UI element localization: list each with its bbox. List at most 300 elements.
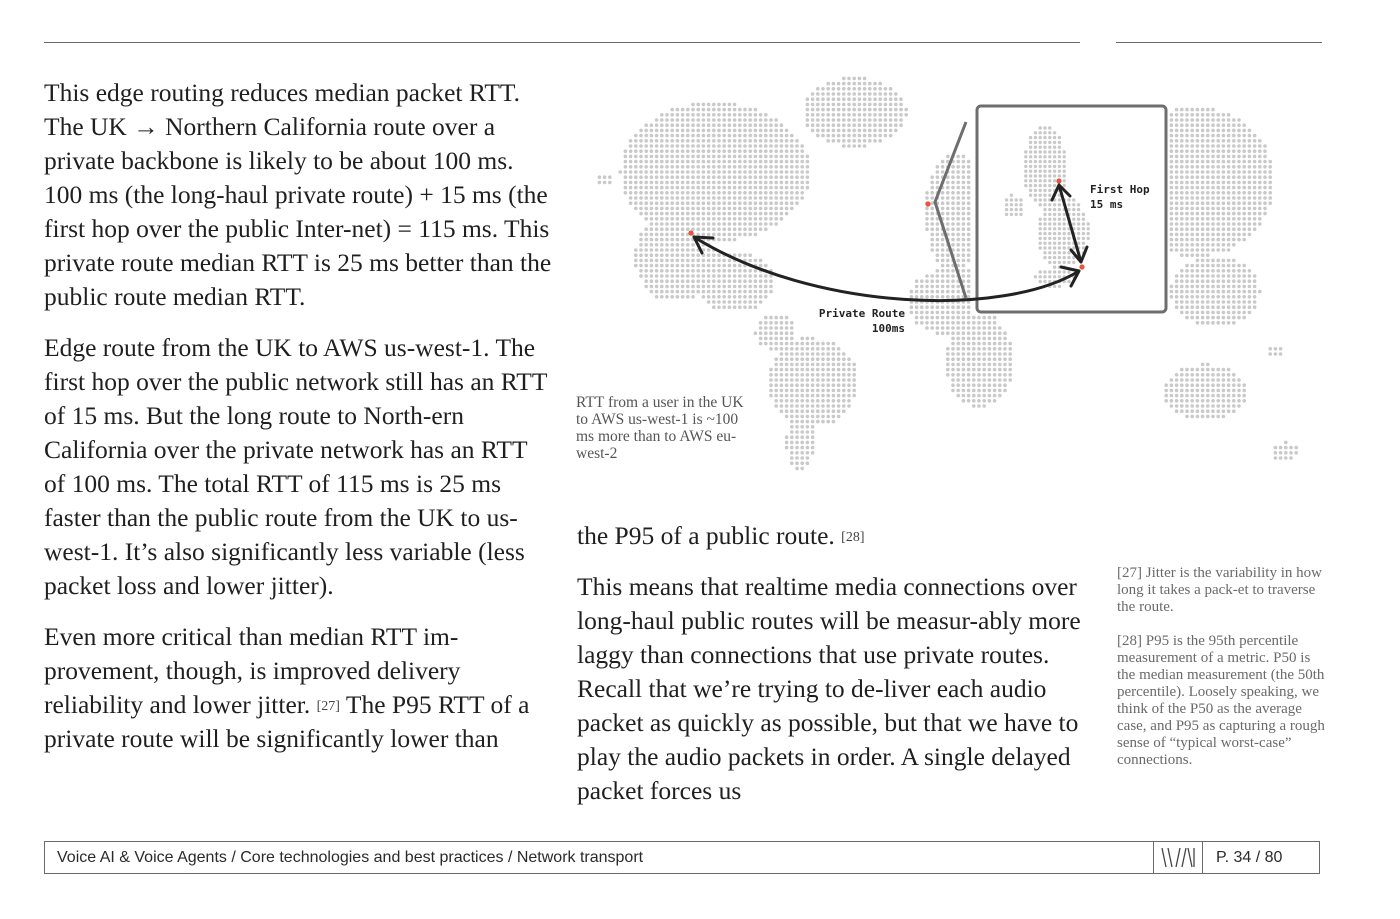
map-dot <box>1180 394 1184 398</box>
uk-map-dot <box>1048 184 1051 187</box>
uk-map-dot <box>1067 256 1070 259</box>
uk-map-dot <box>1019 213 1022 216</box>
map-dot <box>956 316 960 320</box>
map-dot <box>790 383 794 387</box>
map-dot <box>717 155 721 159</box>
map-dot <box>967 363 971 367</box>
map-dot <box>1185 207 1189 211</box>
map-dot <box>1175 404 1179 408</box>
map-dot <box>1232 259 1236 263</box>
map-dot <box>707 191 711 195</box>
map-dot <box>1185 279 1189 283</box>
map-dot <box>1222 170 1226 174</box>
map-dot <box>1201 191 1205 195</box>
map-dot <box>1253 149 1257 153</box>
uk-map-dot <box>1015 198 1018 201</box>
map-dot <box>769 144 773 148</box>
map-dot <box>873 113 877 117</box>
map-dot <box>1253 217 1257 221</box>
map-dot <box>1206 175 1210 179</box>
map-dot <box>722 274 726 278</box>
map-dot <box>941 207 945 211</box>
map-dot <box>800 337 804 341</box>
map-dot <box>1279 352 1283 356</box>
map-dot <box>696 155 700 159</box>
map-dot <box>1206 160 1210 164</box>
map-dot <box>842 368 846 372</box>
map-dot <box>936 175 940 179</box>
map-dot <box>676 186 680 190</box>
map-dot <box>1279 451 1283 455</box>
map-dot <box>821 347 825 351</box>
map-dot <box>837 383 841 387</box>
map-dot <box>821 118 825 122</box>
map-dot <box>1180 238 1184 242</box>
map-dot <box>774 165 778 169</box>
map-dot <box>733 305 737 309</box>
map-dot <box>1003 357 1007 361</box>
map-dot <box>676 201 680 205</box>
map-dot <box>811 394 815 398</box>
uk-map-dot <box>1053 136 1056 139</box>
map-dot <box>998 383 1002 387</box>
uk-map-dot <box>1043 160 1046 163</box>
map-dot <box>1237 378 1241 382</box>
map-dot <box>665 118 669 122</box>
map-dot <box>1185 300 1189 304</box>
uk-map-dot <box>1058 198 1061 201</box>
map-dot <box>800 363 804 367</box>
map-dot <box>832 352 836 356</box>
map-dot <box>733 300 737 304</box>
map-dot <box>1185 196 1189 200</box>
map-dot <box>1222 415 1226 419</box>
map-dot <box>951 321 955 325</box>
map-dot <box>1248 300 1252 304</box>
map-dot <box>1242 149 1246 153</box>
footnote-ref-27[interactable]: [27] <box>316 699 340 714</box>
map-dot <box>780 363 784 367</box>
map-dot <box>889 92 893 96</box>
map-dot <box>759 331 763 335</box>
map-dot <box>634 264 638 268</box>
map-dot <box>769 290 773 294</box>
map-dot <box>702 181 706 185</box>
map-dot <box>639 149 643 153</box>
map-dot <box>696 186 700 190</box>
map-dot <box>915 321 919 325</box>
map-dot <box>1175 243 1179 247</box>
map-dot <box>780 160 784 164</box>
map-dot <box>847 363 851 367</box>
map-dot <box>806 352 810 356</box>
map-dot <box>785 321 789 325</box>
map-dot <box>988 378 992 382</box>
map-dot <box>717 165 721 169</box>
map-dot <box>639 139 643 143</box>
map-dot <box>1190 409 1194 413</box>
map-dot <box>1201 399 1205 403</box>
map-dot <box>847 144 851 148</box>
map-dot <box>1232 175 1236 179</box>
map-dot <box>1196 238 1200 242</box>
map-dot <box>1201 160 1205 164</box>
map-dot <box>878 118 882 122</box>
map-dot <box>811 415 815 419</box>
map-dot <box>629 196 633 200</box>
map-dot <box>676 295 680 299</box>
map-dot <box>946 217 950 221</box>
map-dot <box>1185 233 1189 237</box>
map-dot <box>962 243 966 247</box>
map-dot <box>785 186 789 190</box>
map-dot <box>889 113 893 117</box>
uk-map-dot <box>1029 160 1032 163</box>
map-dot <box>1170 170 1174 174</box>
uk-map-dot <box>1063 179 1066 182</box>
map-dot <box>826 420 830 424</box>
map-dot <box>951 196 955 200</box>
map-dot <box>696 227 700 231</box>
map-dot <box>842 113 846 117</box>
map-dot <box>639 170 643 174</box>
map-dot <box>1242 160 1246 164</box>
uk-map-dot <box>1048 203 1051 206</box>
paragraph-4-text: the P95 of a public route. <box>577 521 842 550</box>
map-dot <box>774 373 778 377</box>
uk-map-dot <box>1043 198 1046 201</box>
map-dot <box>1232 269 1236 273</box>
uk-map-dot <box>1053 141 1056 144</box>
map-dot <box>821 357 825 361</box>
uk-map-dot <box>1048 218 1051 221</box>
map-dot <box>962 373 966 377</box>
map-dot <box>1190 165 1194 169</box>
map-dot <box>759 165 763 169</box>
map-dot <box>660 181 664 185</box>
map-dot <box>769 207 773 211</box>
map-dot <box>665 243 669 247</box>
map-dot <box>1170 207 1174 211</box>
uk-map-dot <box>1082 227 1085 230</box>
map-dot <box>785 165 789 169</box>
map-dot <box>868 97 872 101</box>
map-dot <box>733 181 737 185</box>
map-dot <box>816 378 820 382</box>
map-dot <box>816 113 820 117</box>
map-dot <box>696 129 700 133</box>
map-dot <box>634 160 638 164</box>
breadcrumb[interactable]: Voice AI & Voice Agents / Core technologies and best practices / Network transport <box>57 849 644 866</box>
map-dot <box>754 222 758 226</box>
map-dot <box>951 279 955 283</box>
map-dot <box>1185 201 1189 205</box>
map-dot <box>743 285 747 289</box>
map-dot <box>1185 134 1189 138</box>
map-dot <box>1206 389 1210 393</box>
uk-map-dot <box>1039 237 1042 240</box>
map-dot <box>1263 186 1267 190</box>
uk-map-dot <box>1058 285 1061 288</box>
uk-map-dot <box>1072 198 1075 201</box>
map-dot <box>655 285 659 289</box>
uk-map-dot <box>1029 146 1032 149</box>
map-dot <box>962 233 966 237</box>
map-dot <box>821 389 825 393</box>
map-dot <box>1232 399 1236 403</box>
map-dot <box>1232 144 1236 148</box>
map-dot <box>785 316 789 320</box>
map-dot <box>847 113 851 117</box>
map-dot <box>1206 191 1210 195</box>
map-dot <box>993 383 997 387</box>
map-dot <box>764 279 768 283</box>
map-dot <box>1237 196 1241 200</box>
map-dot <box>930 207 934 211</box>
map-dot <box>1248 181 1252 185</box>
map-dot <box>962 378 966 382</box>
map-dot <box>644 149 648 153</box>
map-dot <box>821 373 825 377</box>
map-dot <box>1258 165 1262 169</box>
uk-map-dot <box>1039 242 1042 245</box>
map-dot <box>1284 451 1288 455</box>
map-dot <box>1008 357 1012 361</box>
map-dot <box>764 139 768 143</box>
map-dot <box>655 207 659 211</box>
map-dot <box>785 326 789 330</box>
map-dot <box>707 207 711 211</box>
map-dot <box>748 108 752 112</box>
map-dot <box>1222 378 1226 382</box>
map-dot <box>624 149 628 153</box>
map-dot <box>702 118 706 122</box>
map-dot <box>1201 404 1205 408</box>
map-dot <box>1222 233 1226 237</box>
uk-map-dot <box>1039 227 1042 230</box>
map-dot <box>826 399 830 403</box>
map-dot <box>655 186 659 190</box>
map-dot <box>894 92 898 96</box>
map-dot <box>1175 399 1179 403</box>
map-dot <box>951 233 955 237</box>
map-dot <box>670 108 674 112</box>
map-dot <box>1242 274 1246 278</box>
uk-map-dot <box>1058 174 1061 177</box>
map-dot <box>977 357 981 361</box>
map-dot <box>1248 191 1252 195</box>
map-dot <box>1175 212 1179 216</box>
map-dot <box>1190 139 1194 143</box>
map-dot <box>800 196 804 200</box>
map-dot <box>1232 274 1236 278</box>
map-dot <box>847 383 851 387</box>
map-dot <box>759 149 763 153</box>
map-dot <box>1175 383 1179 387</box>
map-dot <box>821 383 825 387</box>
map-dot <box>821 134 825 138</box>
uk-map-dot <box>1048 179 1051 182</box>
map-dot <box>795 399 799 403</box>
map-dot <box>967 243 971 247</box>
map-dot <box>993 378 997 382</box>
map-dot <box>951 383 955 387</box>
uk-map-dot <box>1034 194 1037 197</box>
map-dot <box>1185 311 1189 315</box>
map-dot <box>936 181 940 185</box>
map-dot <box>1003 347 1007 351</box>
map-dot <box>1242 139 1246 143</box>
map-dot <box>707 165 711 169</box>
map-dot <box>717 279 721 283</box>
map-dot <box>670 186 674 190</box>
map-dot <box>1227 378 1231 382</box>
map-dot <box>707 139 711 143</box>
uk-map-dot <box>1063 155 1066 158</box>
map-dot <box>837 394 841 398</box>
map-dot <box>858 77 862 81</box>
map-dot <box>956 347 960 351</box>
uk-map-dot <box>1087 237 1090 240</box>
map-dot <box>956 233 960 237</box>
map-dot <box>696 196 700 200</box>
map-dot <box>1237 394 1241 398</box>
map-dot <box>686 134 690 138</box>
map-dot <box>759 212 763 216</box>
map-dot <box>629 155 633 159</box>
map-dot <box>644 160 648 164</box>
map-dot <box>977 378 981 382</box>
map-dot <box>842 378 846 382</box>
map-dot <box>644 201 648 205</box>
map-dot <box>722 134 726 138</box>
uk-map-dot <box>1063 227 1066 230</box>
map-dot <box>1170 290 1174 294</box>
map-dot <box>993 363 997 367</box>
map-dot <box>644 227 648 231</box>
map-dot <box>1190 305 1194 309</box>
map-dot <box>686 191 690 195</box>
map-dot <box>1216 196 1220 200</box>
map-dot <box>650 196 654 200</box>
map-dot <box>780 123 784 127</box>
map-dot <box>790 326 794 330</box>
map-dot <box>1196 207 1200 211</box>
map-dot <box>1180 191 1184 195</box>
map-dot <box>967 238 971 242</box>
map-dot <box>868 113 872 117</box>
map-dot <box>1248 170 1252 174</box>
uk-map-dot <box>1048 251 1051 254</box>
map-dot <box>1211 316 1215 320</box>
map-dot <box>910 311 914 315</box>
map-dot <box>1185 170 1189 174</box>
map-dot <box>826 409 830 413</box>
map-dot <box>1201 217 1205 221</box>
map-dot <box>728 269 732 273</box>
map-dot <box>1216 155 1220 159</box>
map-dot <box>722 155 726 159</box>
map-dot <box>832 103 836 107</box>
map-dot <box>1206 196 1210 200</box>
uk-map-dot <box>1039 280 1042 283</box>
map-dot <box>1170 399 1174 403</box>
map-dot <box>1237 134 1241 138</box>
map-dot <box>1211 113 1215 117</box>
map-dot <box>1206 243 1210 247</box>
map-dot <box>748 170 752 174</box>
map-dot <box>702 165 706 169</box>
map-dot <box>941 238 945 242</box>
map-dot <box>1232 207 1236 211</box>
map-dot <box>1242 129 1246 133</box>
map-dot <box>806 404 810 408</box>
uk-map-dot <box>1024 150 1027 153</box>
map-dot <box>650 274 654 278</box>
map-dot <box>1164 394 1168 398</box>
map-dot <box>936 227 940 231</box>
map-dot <box>691 160 695 164</box>
map-dot <box>1206 285 1210 289</box>
map-dot <box>785 342 789 346</box>
uk-map-dot <box>1048 213 1051 216</box>
map-dot <box>712 160 716 164</box>
map-dot <box>842 77 846 81</box>
map-dot <box>738 118 742 122</box>
map-dot <box>967 373 971 377</box>
map-dot <box>1211 399 1215 403</box>
map-dot <box>1190 134 1194 138</box>
map-dot <box>717 305 721 309</box>
map-dot <box>722 290 726 294</box>
map-dot <box>644 155 648 159</box>
map-dot <box>956 378 960 382</box>
map-dot <box>982 383 986 387</box>
map-dot <box>811 357 815 361</box>
map-dot <box>1190 311 1194 315</box>
map-dot <box>972 352 976 356</box>
map-dot <box>821 415 825 419</box>
map-dot <box>712 175 716 179</box>
uk-map-dot <box>1067 198 1070 201</box>
map-dot <box>1206 238 1210 242</box>
map-dot <box>1185 165 1189 169</box>
map-dot <box>1227 155 1231 159</box>
map-dot <box>941 212 945 216</box>
map-dot <box>1253 295 1257 299</box>
map-dot <box>837 409 841 413</box>
map-dot <box>946 207 950 211</box>
top-rule-right <box>1116 42 1322 43</box>
map-dot <box>962 337 966 341</box>
map-dot <box>1227 259 1231 263</box>
map-dot <box>1196 253 1200 257</box>
map-dot <box>707 253 711 257</box>
map-dot <box>743 196 747 200</box>
uk-map-dot <box>1072 222 1075 225</box>
map-dot <box>1268 201 1272 205</box>
map-dot <box>967 212 971 216</box>
map-dot <box>1196 300 1200 304</box>
map-dot <box>743 269 747 273</box>
map-dot <box>1253 160 1257 164</box>
map-dot <box>889 134 893 138</box>
map-dot <box>728 103 732 107</box>
map-dot <box>920 279 924 283</box>
map-dot <box>821 97 825 101</box>
map-dot <box>1196 175 1200 179</box>
footnote-ref-28[interactable]: [28] <box>841 530 865 545</box>
